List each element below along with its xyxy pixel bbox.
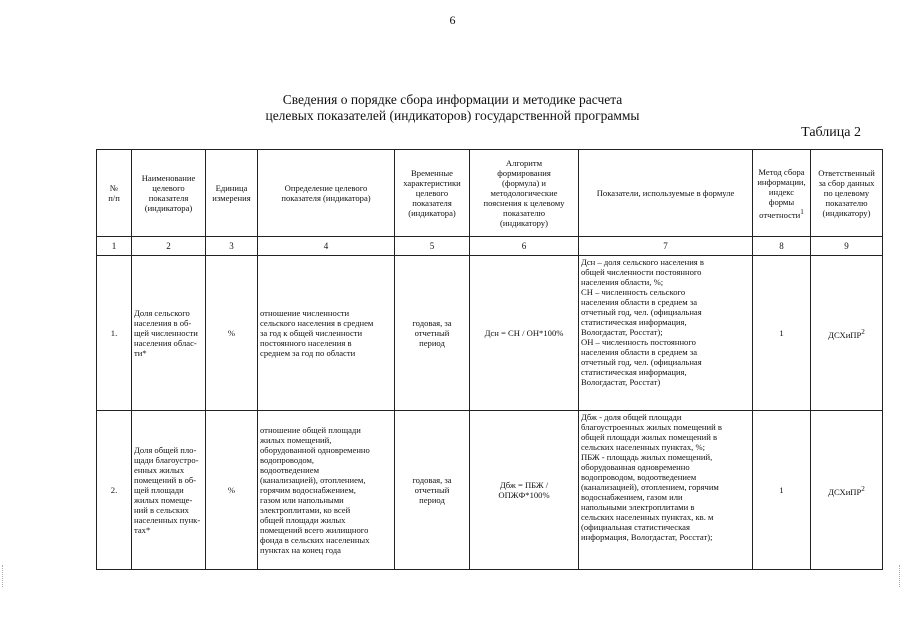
definition: отношение численности сельского населения в среднем за год к общей численности постоянного населения в среднем за год по области bbox=[258, 256, 395, 411]
footnote-mark: 1 bbox=[800, 207, 804, 216]
header-definition: Определение целевого показателя (индикатора) bbox=[258, 150, 395, 237]
table-label: Таблица 2 bbox=[801, 125, 861, 140]
header-responsible: Ответственный за сбор данных по целевому показателю (индикатору) bbox=[811, 150, 883, 237]
unit: % bbox=[206, 411, 258, 570]
formula-indicators: Дбж - доля общей площади благоустроенных жилых помещений в общей площади жилых помещений в сельских населенных пунктах, %; ПБЖ - площадь жилых помещений, оборудованная одновременно водопроводом, водоотведением (канализацией), отоплением, горячим водоснабжением, газом или напольными электроплитами в сельских населенных пунктах, кв. м (официальная статистическая информация, Вологдастат, Росстат); bbox=[579, 411, 753, 570]
footnote-mark: 2 bbox=[861, 327, 865, 336]
title-line-1: Сведения о порядке сбора информации и методике расчета bbox=[282, 92, 623, 107]
header-number: № п/п bbox=[97, 150, 132, 237]
time-characteristics: годовая, за отчетный период bbox=[395, 411, 470, 570]
header-unit: Единица измерения bbox=[206, 150, 258, 237]
unit: % bbox=[206, 256, 258, 411]
indicators-table bbox=[96, 149, 883, 570]
column-number: 2 bbox=[132, 237, 206, 256]
formula: Дсн = СН / ОН*100% bbox=[470, 256, 579, 411]
time-characteristics: годовая, за отчетный период bbox=[395, 256, 470, 411]
row-number: 1. bbox=[97, 256, 132, 411]
page-number: 6 bbox=[449, 13, 456, 27]
indicator-name: Доля общей пло- щади благоустро- енных жилых помещений в об- щей площади жилых помеще- ний в сельских населенных пунк- тах* bbox=[132, 411, 206, 570]
column-number: 4 bbox=[258, 237, 395, 256]
formula: Дбж = ПБЖ / ОПЖФ*100% bbox=[470, 411, 579, 570]
responsible: ДСХиПР$^2$ bbox=[811, 411, 883, 570]
column-number: 8 bbox=[753, 237, 811, 256]
responsible: ДСХиПР$^2$ bbox=[811, 256, 883, 411]
table-row bbox=[97, 411, 883, 570]
definition: отношение общей площади жилых помещений, оборудованной одновременно водопроводом, водоотведением (канализацией), отоплением, горячим водоснабжением, газом или напольными электроплитами, ко всей общей площади жилых помещений всего жилищного фонда в сельских населенных пунктах на конец года bbox=[258, 411, 395, 570]
title-line-2: целевых показателей (индикаторов) государственной программы bbox=[265, 108, 640, 123]
column-number: 7 bbox=[579, 237, 753, 256]
scan-edge-mark bbox=[2, 565, 5, 587]
column-number: 3 bbox=[206, 237, 258, 256]
column-number: 9 bbox=[811, 237, 883, 256]
row-number: 2. bbox=[97, 411, 132, 570]
header-algorithm: Алгоритм формирования (формула) и методологические пояснения к целевому показателю (индикатору) bbox=[470, 150, 579, 237]
column-number: 1 bbox=[97, 237, 132, 256]
header-row bbox=[97, 150, 883, 237]
collection-method: 1 bbox=[753, 256, 811, 411]
document-title bbox=[0, 92, 905, 124]
scan-edge-mark bbox=[899, 565, 902, 587]
column-numbers-row bbox=[97, 237, 883, 256]
indicator-name: Доля сельского населения в об- щей численности населения облас- ти* bbox=[132, 256, 206, 411]
table-row bbox=[97, 256, 883, 411]
header-formula-indicators: Показатели, используемые в формуле bbox=[579, 150, 753, 237]
header-time-characteristics: Временные характеристики целевого показателя (индикатора) bbox=[395, 150, 470, 237]
column-number: 6 bbox=[470, 237, 579, 256]
collection-method: 1 bbox=[753, 411, 811, 570]
header-indicator-name: Наименование целевого показателя (индикатора) bbox=[132, 150, 206, 237]
footnote-mark: 2 bbox=[861, 484, 865, 493]
column-number: 5 bbox=[395, 237, 470, 256]
header-collection-method: Метод сбора информации, индекс формы отчетности$^1$ bbox=[753, 150, 811, 237]
formula-indicators: Дсн – доля сельского населения в общей численности постоянного населения области, %; СН – численность сельского населения области в среднем за отчетный год, чел. (официальная статистическая информация, Вологдастат, Росстат); ОН – численность постоянного населения области в среднем за отчетный год, чел. (официальная статистическая информация, Вологдастат, Росстат) bbox=[579, 256, 753, 411]
